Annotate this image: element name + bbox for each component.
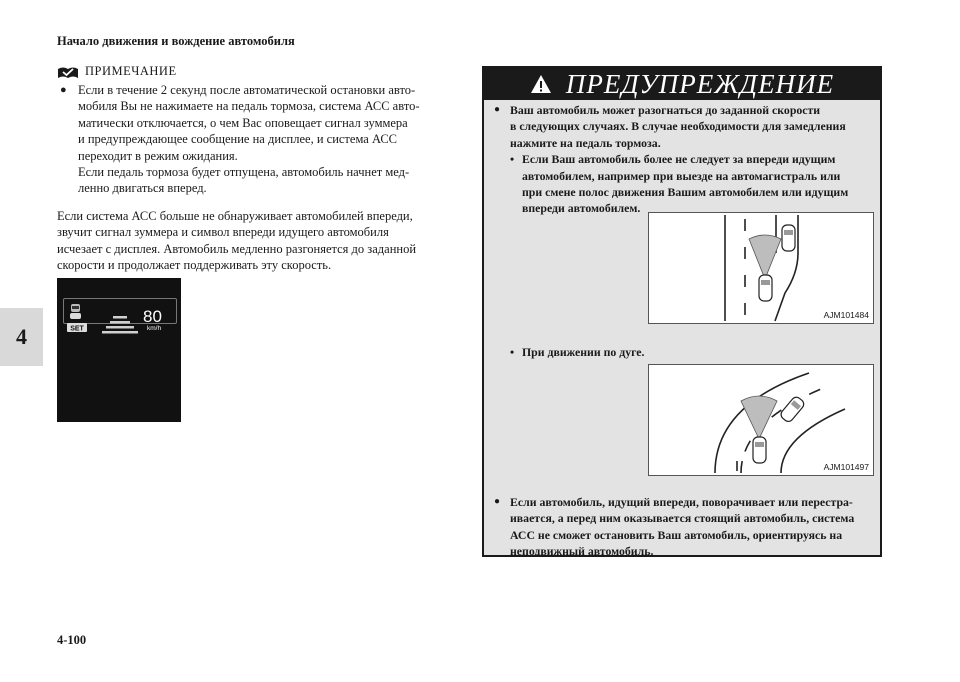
text-line: и предупреждающее сообщение на дисплее, и система АСС <box>78 132 398 147</box>
own-car-icon <box>70 313 81 319</box>
own-car-icon <box>759 275 772 301</box>
lead-car-icon <box>71 304 80 312</box>
text-line: матически отключается, о чем Вас оповещает сигнал зуммера <box>78 115 408 130</box>
text-line: ленно двигаться вперед. <box>78 181 207 196</box>
figure-code: AJM101497 <box>823 462 869 472</box>
page-header-title: Начало движения и вождение автомобиля <box>57 34 295 48</box>
radar-beam <box>741 396 777 439</box>
bullet-dot-icon: ● <box>60 84 67 96</box>
text-line: Если в течение 2 секунд после автоматической остановки авто- <box>78 83 416 97</box>
distance-bars-icon <box>102 316 138 334</box>
warning-sub-bullet-2 <box>510 344 870 360</box>
text-line: скорости и продолжает поддерживать эту скорость. <box>57 258 332 273</box>
warning-sub-bullet-2-text: При движении по дуге. <box>522 345 645 359</box>
body-paragraph <box>57 208 457 274</box>
text-line: неподвижный автомобиль. <box>510 544 654 559</box>
bullet-dot-icon: ● <box>494 104 501 115</box>
warning-title: ПРЕДУПРЕЖДЕНИЕ <box>565 69 835 99</box>
warning-box <box>482 66 882 557</box>
warning-sub-bullet-1 <box>510 151 874 217</box>
warning-triangle-icon <box>530 74 552 94</box>
text-line: Если автомобиль, идущий впереди, поворачивает или перестра- <box>510 495 853 509</box>
curve-lane-markings <box>715 373 845 473</box>
text-line: нажмите на педаль тормоза. <box>510 135 661 150</box>
acc-display-image <box>57 278 181 422</box>
text-line: Ваш автомобиль может разогнаться до заданной скорости <box>510 103 821 117</box>
text-line: мобиля Вы не нажимаете на педаль тормоза, система АСС авто- <box>78 99 420 114</box>
sub-bullet-dot-icon: • <box>510 345 515 359</box>
note-bullet-text <box>78 82 420 197</box>
text-line: Если педаль тормоза будет отпущена, автомобиль начнет мед- <box>78 165 410 180</box>
sub-bullet-dot-icon: • <box>510 152 515 167</box>
text-line: автомобилем, например при выезде на автомагистраль или <box>522 168 841 183</box>
lead-car-icon <box>782 225 795 251</box>
warning-bullet-1-text <box>510 102 846 151</box>
text-line: переходит в режим ожидания. <box>78 148 238 163</box>
text-line: АСС не сможет остановить Ваш автомобиль, ориентируясь на <box>510 527 843 542</box>
radar-beam <box>749 235 781 279</box>
warning-bullet-row <box>494 102 874 151</box>
warning-bullet-2 <box>494 494 878 560</box>
warning-bullet-1 <box>494 102 874 217</box>
svg-text:SET: SET <box>70 325 84 333</box>
text-line: Если Ваш автомобиль более не следует за впереди идущим <box>522 152 836 167</box>
figure-code: AJM101484 <box>823 310 869 320</box>
text-line: впереди автомобилем. <box>522 201 641 216</box>
figure-curve <box>648 364 874 476</box>
set-badge <box>67 323 87 333</box>
warning-header <box>484 68 880 100</box>
display-speed: 80 <box>143 307 162 326</box>
text-line: звучит сигнал зуммера и символ впереди идущего автомобиля <box>57 225 389 240</box>
page-number: 4-100 <box>57 633 87 647</box>
lead-car-icon <box>779 395 806 423</box>
warning-sub-bullet-row <box>510 344 870 360</box>
warning-bullet-row <box>494 494 878 560</box>
display-speed-unit: km/h <box>147 325 162 332</box>
text-line: при смене полос движения Вашим автомобилем или идущим <box>522 185 849 200</box>
notepad-check-icon <box>57 65 79 79</box>
text-line: ивается, а перед ним оказывается стоящий автомобиль, система <box>510 511 855 526</box>
figure-lane-change <box>648 212 874 324</box>
note-heading <box>57 64 177 79</box>
note-body <box>60 82 456 197</box>
own-car-icon <box>753 437 766 463</box>
warning-bullet-2-text <box>510 494 854 560</box>
note-label: ПРИМЕЧАНИЕ <box>85 64 177 78</box>
bullet-dot-icon: ● <box>494 496 501 507</box>
text-line: исчезает с дисплея. Автомобиль медленно разгоняется до заданной <box>57 241 417 256</box>
note-bullet <box>60 82 456 197</box>
text-line: Если система АСС больше не обнаруживает автомобилей впереди, <box>57 209 413 223</box>
chapter-tab: 4 <box>0 308 43 366</box>
warning-sub-bullet-1-text <box>522 151 848 217</box>
text-line: в следующих случаях. В случае необходимости для замедления <box>510 119 846 134</box>
